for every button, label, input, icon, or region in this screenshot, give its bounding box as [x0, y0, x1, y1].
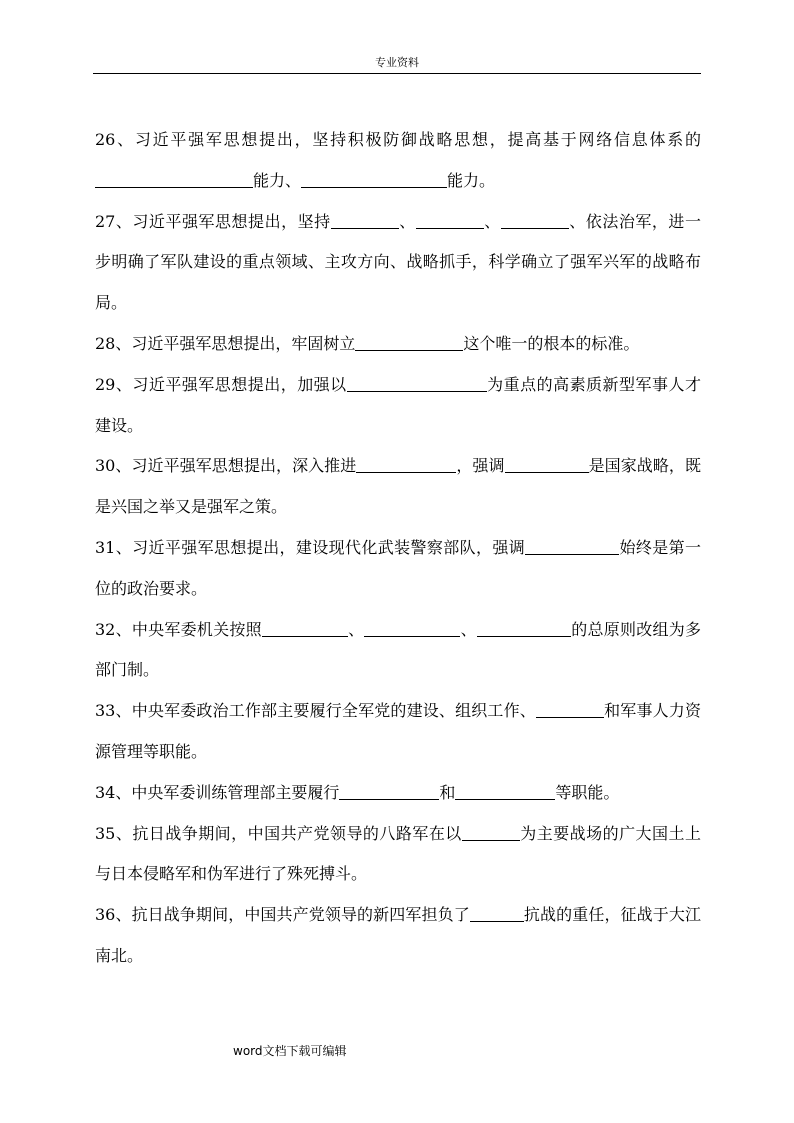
question-text: 、依法治军，进一步明确了军队建设的重点领域、主攻方向、战略抓手，科学确立了强军兴军的战略布局。 [95, 211, 701, 313]
question-text: 、 [398, 211, 416, 231]
question-text: 为主要战场的广大国土上与日本侵略军和伪军进行了殊死搏斗。 [95, 823, 701, 884]
question-text: 、 [483, 211, 501, 231]
answer-blank[interactable] [536, 701, 604, 718]
question-number: 26、 [95, 130, 135, 149]
answer-blank[interactable] [462, 824, 520, 841]
answer-blank[interactable] [364, 620, 460, 637]
question-text: 这个唯一的根本的标准。 [463, 333, 640, 353]
answer-blank[interactable] [505, 456, 589, 473]
question-number: 34、 [95, 782, 132, 802]
question-text: 、 [460, 619, 477, 639]
question-text: 中央军委机关按照 [131, 619, 262, 639]
answer-blank[interactable] [95, 171, 253, 188]
question-text: 、 [347, 619, 365, 639]
question-text: 的总原则改组为多部门制。 [95, 619, 701, 680]
answer-blank[interactable] [470, 905, 524, 922]
answer-blank[interactable] [339, 783, 439, 800]
question-text: 中央军委政治工作部主要履行全军党的建设、组织工作、 [131, 701, 536, 721]
question-34 [95, 773, 701, 814]
question-text: 是国家战略，既是兴国之举又是强军之策。 [95, 456, 701, 517]
page-header: 专业资料 [375, 56, 419, 69]
question-text: 能力、 [253, 170, 302, 190]
question-text: 能力。 [447, 170, 496, 190]
question-33 [95, 691, 701, 773]
question-text: 和 [439, 782, 456, 802]
question-31 [95, 528, 701, 610]
question-number: 28、 [95, 333, 132, 353]
answer-blank[interactable] [347, 375, 487, 392]
question-number: 33、 [95, 701, 132, 721]
answer-blank[interactable] [501, 212, 569, 229]
question-number: 29、 [95, 374, 133, 394]
question-number: 32、 [95, 619, 132, 639]
answer-blank[interactable] [356, 456, 456, 473]
question-number: 36、 [95, 905, 132, 925]
answer-blank[interactable] [477, 620, 571, 637]
question-text: 习近平强军思想提出，坚持 [132, 211, 331, 231]
question-28 [95, 324, 701, 365]
question-26 [95, 120, 701, 202]
answer-blank[interactable] [262, 620, 348, 637]
question-text: ，强调 [456, 456, 505, 476]
question-text: 习近平强军思想提出，坚持积极防御战略思想，提高基于网络信息体系的 [134, 130, 701, 149]
answer-blank[interactable] [525, 538, 619, 555]
header-divider [93, 73, 701, 74]
question-text: 始终是第一位的政治要求。 [95, 537, 701, 598]
question-text: 和军事人力资源管理等职能。 [95, 701, 701, 761]
question-30 [95, 446, 701, 528]
question-text: 习近平强军思想提出，加强以 [132, 374, 347, 394]
question-text: 习近平强军思想提出，深入推进 [131, 456, 357, 476]
question-number: 35、 [95, 823, 133, 843]
page-footer: word文档下载可编辑 [233, 1044, 347, 1058]
question-36 [95, 895, 701, 977]
question-number: 27、 [95, 211, 133, 231]
question-text: 抗日战争期间，中国共产党领导的新四军担负了 [131, 905, 470, 925]
question-number: 31、 [95, 537, 133, 557]
answer-blank[interactable] [455, 783, 555, 800]
question-text: 为重点的高素质新型军事人才建设。 [95, 374, 701, 435]
question-number: 30、 [95, 456, 132, 476]
question-29 [95, 365, 701, 447]
question-text: 中央军委训练管理部主要履行 [131, 782, 340, 802]
question-text: 等职能。 [555, 782, 620, 802]
question-list [95, 120, 701, 977]
question-32 [95, 610, 701, 692]
answer-blank[interactable] [331, 212, 399, 229]
answer-blank[interactable] [301, 171, 447, 188]
question-35 [95, 814, 701, 896]
question-27 [95, 202, 701, 324]
answer-blank[interactable] [416, 212, 484, 229]
question-text: 抗日战争期间，中国共产党领导的八路军在以 [132, 823, 462, 843]
question-text: 习近平强军思想提出，牢固树立 [131, 333, 356, 353]
answer-blank[interactable] [355, 334, 463, 351]
question-text: 习近平强军思想提出，建设现代化武装警察部队，强调 [132, 537, 526, 557]
question-text: 抗战的重任，征战于大江南北。 [95, 905, 701, 965]
